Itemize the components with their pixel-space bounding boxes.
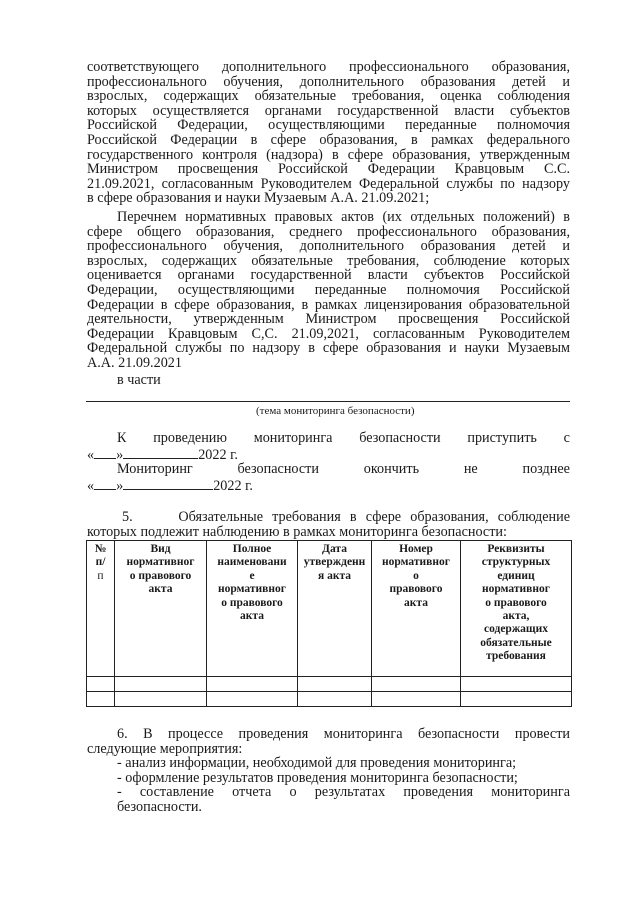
paragraph-line: соответствующего дополнительного профессионального образования, [87, 59, 570, 75]
item-6-bullet: - оформление результатов проведения мониторинга безопасности; [117, 769, 518, 786]
table-cell[interactable] [87, 677, 115, 692]
topic-fill-line [86, 401, 570, 402]
finish-date [87, 478, 253, 494]
item-6-bullet: - составление отчета о результатах проведения мониторинга [117, 784, 570, 801]
paragraph-line: профессионального обучения, дополнительного образования детей и [87, 73, 570, 90]
finish-sentence [87, 462, 570, 477]
item-6-line: 6. В процессе проведения мониторинга безопасности провести [117, 726, 570, 742]
header-act-name: Полное наименовани е нормативног о правового акта [207, 541, 298, 677]
start-word: мониторинга [253, 430, 333, 446]
finish-word: позднее [522, 461, 570, 477]
start-word: приступить [467, 430, 537, 446]
table-cell[interactable] [372, 677, 461, 692]
table-cell[interactable] [87, 692, 115, 707]
month-blank[interactable] [123, 447, 198, 459]
paragraph-line: 21.09.2021, согласованным Руководителем Федеральной службы по надзору [87, 175, 570, 192]
finish-word: окончить [363, 461, 420, 477]
start-word: безопасности [359, 430, 441, 446]
finish-word: не [463, 461, 478, 477]
table-cell[interactable] [115, 677, 207, 692]
paragraph-line: взрослых, содержащих обязательные требования, оценка соблюдения [87, 88, 570, 105]
item-6-line: следующие мероприятия: [87, 740, 243, 757]
item-5-line: 5. Обязательные требования в сфере образования, соблюдение [122, 509, 570, 525]
date-quote-close: » [116, 447, 124, 463]
paragraph-line: оценивается органами государственной власти субъектов Российской [87, 267, 570, 284]
table-cell[interactable] [372, 692, 461, 707]
table-cell[interactable] [461, 692, 572, 707]
finish-year: 2022 г. [213, 478, 253, 494]
paragraph-2 [87, 210, 570, 371]
paragraph-line: государственного контроля (надзора) в сфере образования, утвержденным [87, 146, 570, 163]
requirements-table [86, 540, 572, 707]
start-word: проведению [153, 430, 227, 446]
item-6-bullet: - анализ информации, необходимой для проведения мониторинга; [117, 755, 517, 772]
paragraph-line: которых осуществляется органами государственной власти субъектов [87, 102, 570, 119]
date-quote-close: » [116, 478, 124, 494]
table-row [87, 677, 572, 692]
paragraph-line: Российской Федерации, осуществляющими переданные полномочия [87, 117, 570, 134]
table-cell[interactable] [298, 677, 372, 692]
table-cell[interactable] [461, 677, 572, 692]
paragraph-line: Российской Федерации в сфере образования, в рамках федерального [87, 131, 570, 148]
finish-word: безопасности [237, 461, 319, 477]
day-blank[interactable] [94, 447, 116, 459]
paragraph-line: Федерации в сфере образования, в рамках лицензирования образовательной [87, 296, 570, 313]
header-requisites: Реквизиты структурных единиц нормативног о правового акта, содержащих обязательные требования [461, 541, 572, 677]
start-year: 2022 г. [198, 447, 238, 463]
paragraph-line: сфере общего образования, среднего профессионального образования, [87, 223, 570, 240]
table-header-row [87, 541, 572, 677]
date-quote-open: « [87, 478, 95, 494]
date-quote-open: « [87, 447, 95, 463]
item-5 [87, 510, 570, 539]
day-blank[interactable] [94, 478, 116, 490]
in-part-label: в части [117, 372, 161, 388]
table-row [87, 692, 572, 707]
start-sentence [87, 431, 570, 446]
item-6 [87, 727, 570, 815]
item-5-line: которых подлежит наблюдению в рамках мониторинга безопасности: [87, 523, 507, 540]
table-cell[interactable] [207, 692, 298, 707]
start-word: К [117, 430, 127, 446]
paragraph-line: Министром просвещения Российской Федерации Кравцовым С.С. [87, 161, 570, 178]
header-approval-date: Дата утвержденн я акта [298, 541, 372, 677]
table-cell[interactable] [115, 692, 207, 707]
start-word: с [563, 430, 570, 446]
paragraph-line: Федерации Кравцовым С,С. 21.09,2021, согласованным Руководителем [87, 325, 570, 342]
paragraph-line: взрослых, содержащих обязательные требования, соблюдение которых [87, 252, 570, 269]
paragraph-line: А.А. 21.09.2021 [87, 354, 182, 371]
header-act-number: Номер нормативног о правового акта [372, 541, 461, 677]
paragraph-1 [87, 60, 570, 206]
header-act-type: Вид нормативног о правового акта [115, 541, 207, 677]
table-cell[interactable] [207, 677, 298, 692]
item-6-bullet: безопасности. [117, 798, 202, 815]
paragraph-line: Федеральной службы по надзору в сфере образования и науки Музаевым [87, 340, 570, 357]
paragraph-line: Федерации, осуществляющими переданные полномочия Российской [87, 281, 570, 298]
finish-word: Мониторинг [117, 461, 193, 477]
month-blank[interactable] [123, 478, 213, 490]
paragraph-line: Перечнем нормативных правовых актов (их отдельных положений) в [117, 209, 570, 225]
paragraph-line: деятельности, утвержденным Министром просвещения Российской [87, 311, 570, 328]
paragraph-line: в сфере образования и науки Музаевым А.А. 21.09.2021; [87, 190, 430, 207]
table-cell[interactable] [298, 692, 372, 707]
paragraph-line: профессионального обучения, дополнительного образования детей и [87, 238, 570, 255]
topic-caption: (тема мониторинга безопасности) [256, 405, 415, 417]
header-number: № п/ п [87, 541, 115, 677]
